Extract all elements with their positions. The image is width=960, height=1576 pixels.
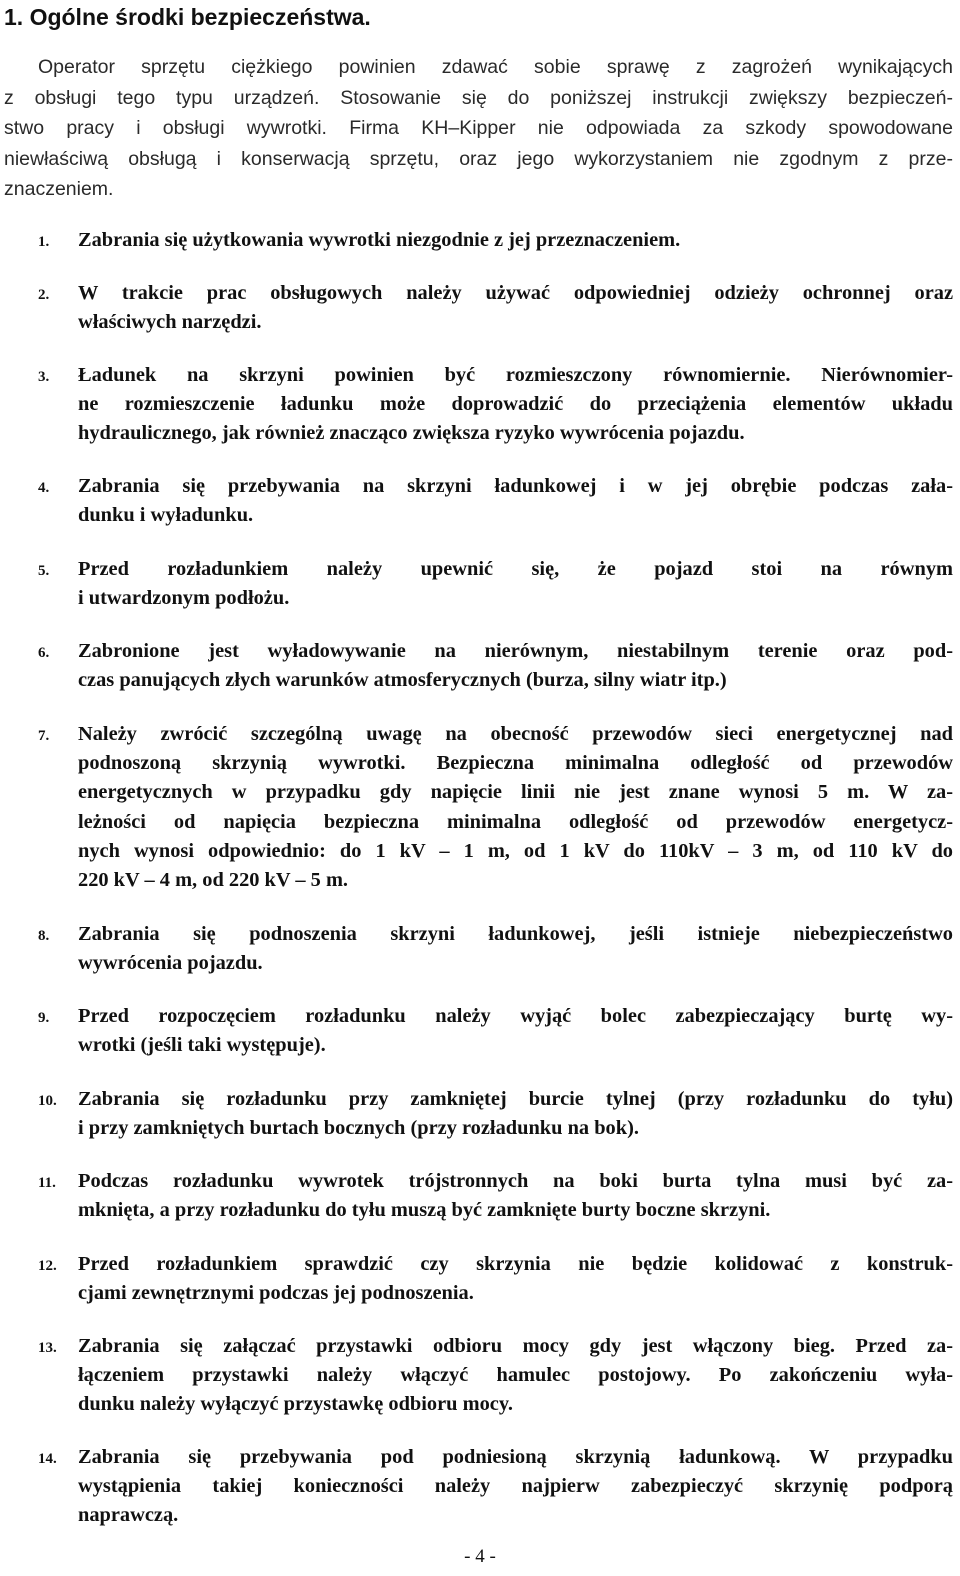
- rule-line: 220 kV – 4 m, od 220 kV – 5 m.: [78, 868, 349, 891]
- rule-line: Przed rozpoczęciem rozładunku należy wyjąć bolec zabezpieczający burtę wy-: [78, 1005, 953, 1027]
- rule-text: [78, 1250, 953, 1308]
- rule-text: [78, 1332, 953, 1420]
- rule-line: Zabrania się załączać przystawki odbioru mocy gdy jest włączony bieg. Przed za-: [78, 1335, 953, 1357]
- rule-text: [78, 637, 953, 695]
- rule-number: 2.: [38, 287, 50, 303]
- rule-line: Podczas rozładunku wywrotek trójstronnych na boki burta tylna musi być za-: [78, 1170, 953, 1192]
- rule-line: mknięta, a przy rozładunku do tyłu muszą być zamknięte burty boczne skrzyni.: [78, 1199, 771, 1222]
- intro-line: z obsługi tego typu urządzeń. Stosowanie się do poniższej instrukcji zwiększy bezpieczeń-: [4, 86, 953, 109]
- rule-line: naprawczą.: [78, 1504, 179, 1527]
- rule-number: 9.: [38, 1010, 50, 1026]
- rule-line: dunku i wyładunku.: [78, 504, 254, 527]
- rule-line: Zabrania się przebywania pod podniesioną skrzynią ładunkową. W przypadku: [78, 1446, 953, 1468]
- rule-number: 3.: [38, 369, 50, 385]
- rule-text: [78, 1085, 953, 1143]
- rule-line: Należy zwrócić szczególną uwagę na obecność przewodów sieci energetycznej nad: [78, 723, 953, 745]
- rule-line: ne rozmieszczenie ładunku może doprowadzić do przeciążenia elementów układu: [78, 393, 953, 416]
- rule-text: [78, 279, 953, 337]
- rule-line: wystąpienia takiej konieczności należy najpierw zabezpieczyć skrzynię podporą: [78, 1475, 953, 1498]
- rule-line: Zabrania się podnoszenia skrzyni ładunkowej, jeśli istnieje niebezpieczeństwo: [78, 923, 953, 945]
- intro-line: stwo pracy i obsługi wywrotki. Firma KH–Kipper nie odpowiada za szkody spowodowane: [4, 117, 953, 140]
- rule-line: wywrócenia pojazdu.: [78, 952, 263, 975]
- rule-line: podnoszoną skrzynią wywrotki. Bezpieczna minimalna odległość od przewodów: [78, 752, 953, 775]
- rule-line: W trakcie prac obsługowych należy używać odpowiedniej odzieży ochronnej oraz: [78, 282, 953, 304]
- rule-line: wrotki (jeśli taki występuje).: [78, 1034, 326, 1057]
- rule-number: 14.: [38, 1451, 57, 1467]
- rule-number: 1.: [38, 234, 50, 250]
- rule-text: [78, 1002, 953, 1060]
- rule-number: 13.: [38, 1340, 57, 1356]
- rule-line: Przed rozładunkiem należy upewnić się, że pojazd stoi na równym: [78, 558, 953, 580]
- rule-text: [78, 555, 953, 613]
- rule-line: cjami zewnętrznymi podczas jej podnoszenia.: [78, 1282, 474, 1305]
- rule-number: 10.: [38, 1093, 57, 1109]
- intro-paragraph: [4, 52, 953, 205]
- section-heading: 1. Ogólne środki bezpieczeństwa.: [4, 4, 371, 30]
- intro-line: znaczeniem.: [4, 178, 114, 201]
- rule-text: [78, 720, 953, 895]
- rule-line: Przed rozładunkiem sprawdzić czy skrzynia nie będzie kolidować z konstruk-: [78, 1253, 953, 1275]
- rule-line: hydraulicznego, jak również znacząco zwiększa ryzyko wywrócenia pojazdu.: [78, 422, 745, 445]
- rule-line: energetycznych w przypadku gdy napięcie linii nie jest znane wynosi 5 m. W za-: [78, 781, 953, 804]
- page-number: - 4 -: [464, 1546, 496, 1567]
- rule-number: 6.: [38, 645, 50, 661]
- rule-line: leżności od napięcia bezpieczna minimalna odległość od przewodów energetycz-: [78, 810, 953, 833]
- intro-line: Operator sprzętu ciężkiego powinien zdawać sobie sprawę z zagrożeń wynikających: [38, 56, 953, 78]
- rule-number: 11.: [38, 1175, 56, 1191]
- rule-line: nych wynosi odpowiednio: do 1 kV – 1 m, od 1 kV do 110kV – 3 m, od 110 kV do: [78, 839, 953, 862]
- rule-line: i przy zamkniętych burtach bocznych (przy rozładunku na bok).: [78, 1117, 639, 1140]
- rule-line: Zabronione jest wyładowywanie na nierównym, niestabilnym terenie oraz pod-: [78, 640, 953, 662]
- rule-line: i utwardzonym podłożu.: [78, 587, 290, 610]
- rule-text: [78, 1443, 953, 1531]
- intro-line: niewłaściwą obsługą i konserwacją sprzętu, oraz jego wykorzystaniem nie zgodnym z prze-: [4, 147, 953, 170]
- rule-text: [78, 226, 953, 255]
- rule-text: [78, 361, 953, 449]
- rule-number: 5.: [38, 563, 50, 579]
- rule-number: 4.: [38, 480, 50, 496]
- rule-number: 12.: [38, 1258, 57, 1274]
- rule-line: Zabrania się przebywania na skrzyni ładunkowej i w jej obrębie podczas zała-: [78, 475, 953, 497]
- rule-text: [78, 472, 953, 530]
- rule-number: 7.: [38, 728, 50, 744]
- rule-line: dunku należy wyłączyć przystawkę odbioru mocy.: [78, 1393, 514, 1416]
- rule-line: Zabrania się użytkowania wywrotki niezgodnie z jej przeznaczeniem.: [78, 229, 681, 251]
- rule-line: Ładunek na skrzyni powinien być rozmieszczony równomiernie. Nierównomier-: [78, 364, 953, 386]
- rule-text: [78, 1167, 953, 1225]
- rule-line: łączeniem przystawki należy włączyć hamulec postojowy. Po zakończeniu wyła-: [78, 1364, 953, 1387]
- rule-text: [78, 920, 953, 978]
- rule-line: Zabrania się rozładunku przy zamkniętej burcie tylnej (przy rozładunku do tyłu): [78, 1088, 953, 1110]
- rule-line: czas panujących złych warunków atmosferycznych (burza, silny wiatr itp.): [78, 669, 727, 692]
- rule-line: właściwych narzędzi.: [78, 311, 262, 334]
- rule-number: 8.: [38, 928, 50, 944]
